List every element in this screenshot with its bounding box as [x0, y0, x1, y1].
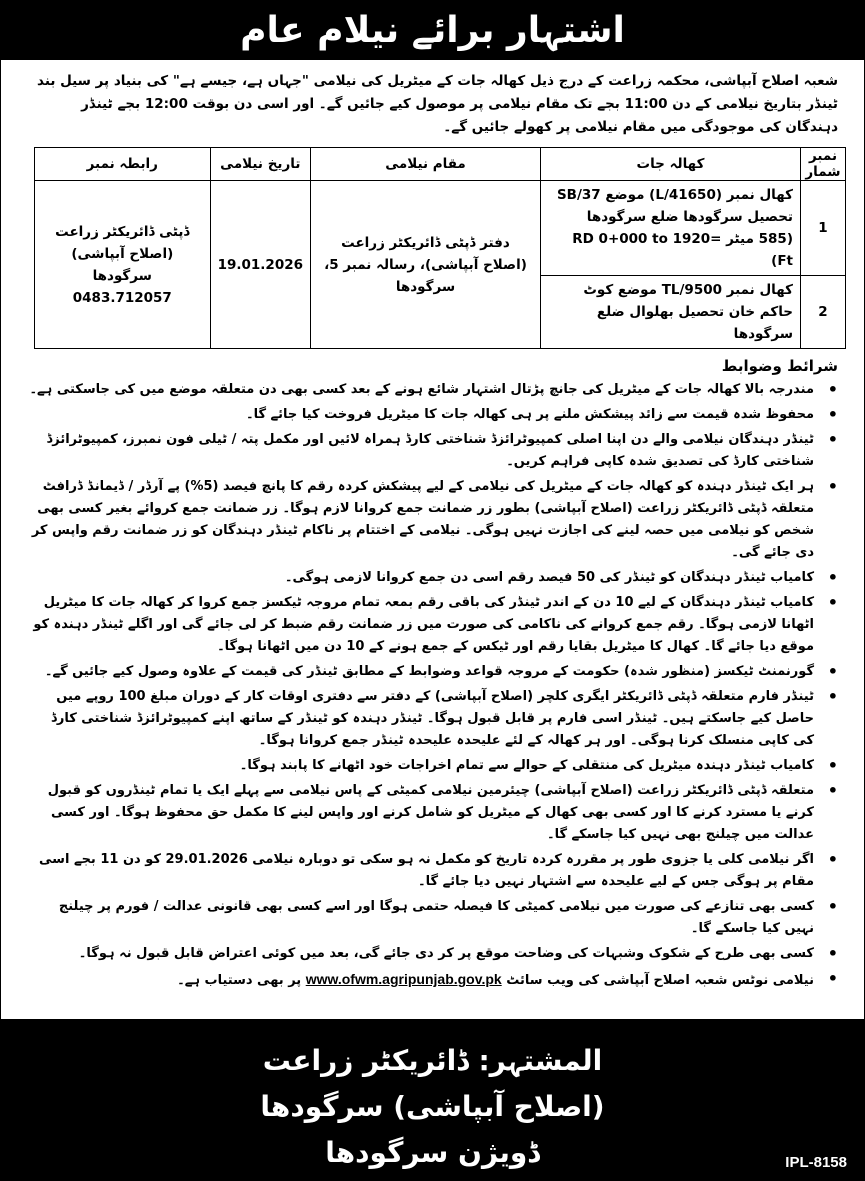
terms-list: [23, 379, 842, 995]
contact-cell: [35, 181, 211, 349]
serial-cell: 1: [801, 181, 846, 276]
term-item: • محفوظ شدہ قیمت سے زائد پیشکش ملنے پر ہی کھالہ جات کا میٹریل فروخت کیا جائے گا۔: [29, 404, 842, 426]
advertiser-line: (اصلاح آبپاشی) سرگودھا: [260, 1090, 605, 1123]
term-item: • ٹینڈر دہندگان نیلامی والے دن اپنا اصلی کمپیوٹرائزڈ شناختی کارڈ ہمراہ لائیں اور مکمل پتہ / ٹیلی فون نمبرز، کمپیوٹرائزڈ شناختی کارڈ کی تصدیق شدہ کاپی فراہم کریں۔: [29, 429, 842, 473]
term-item: • گورنمنٹ ٹیکسز (منظور شدہ) حکومت کے مروجہ قواعد وضوابط کے مطابق ٹینڈر کی قیمت کے علاوہ وصول کیے جائیں گے۔: [29, 661, 842, 683]
advertiser-footer: [0, 1020, 865, 1181]
watercourse-cell: کھال نمبر (L/41650) موضع SB/37 تحصیل سرگودھا ضلع سرگودھا (585 میٹر =RD 0+000 to 1920 Ft): [541, 181, 801, 276]
term-item: • کامیاب ٹینڈر دہندہ میٹریل کی منتقلی کے حوالے سے تمام اخراجات خود اٹھانے کا پابند ہوگا۔: [29, 755, 842, 777]
place-cell: دفتر ڈپٹی ڈائریکٹر زراعت (اصلاح آبپاشی)، رسالہ نمبر 5، سرگودھا: [311, 181, 541, 349]
term-text: نیلامی نوٹس شعبہ اصلاح آبپاشی کی ویب سائٹ: [506, 973, 814, 988]
terms-heading: شرائط وضوابط: [721, 357, 838, 375]
term-item: • کسی بھی طرح کے شکوک وشبہات کی وضاحت موقع پر کر دی جائے گی، بعد میں کوئی اعتراض قابل قبول نہ ہوگا۔: [29, 943, 842, 965]
term-item: [29, 968, 842, 992]
contact-phone: 0483.712057: [72, 289, 172, 306]
website-link[interactable]: www.ofwm.agripunjab.gov.pk: [305, 971, 502, 987]
ad-title: اشتہار برائے نیلام عام: [240, 9, 625, 51]
term-item: • کامیاب ٹینڈر دہندگان کے لیے 10 دن کے اندر ٹینڈر کی باقی رقم بمعہ تمام مروجہ ٹیکسز جمع کروا کر کھالہ جات کا میٹریل اٹھانا لازمی ہوگا۔ رقم جمع کروانے کی ناکامی کی صورت میں زر ضمانت رقم ضبط کر لی جائے گی اور اگلے ٹینڈر دہندہ کو موقع دیا جائے گا۔ کھال کا میٹریل بقایا رقم اور ٹیکس کے جمع ہونے کے 10 دن میں اٹھانا ہوگا۔: [29, 592, 842, 658]
intro-paragraph: شعبہ اصلاح آبپاشی، محکمہ زراعت کے درج ذیل کھالہ جات کے میٹریل کی نیلامی "جہاں ہے، جیسے ہے" کی بنیاد پر سیل بند ٹینڈر بتاریخ نیلامی کے دن 11:00 بجے تک مقام نیلامی پر موصول کیے جائیں گے۔ اور اسی دن بوقت 12:00 بجے ٹینڈر دہندگان کی موجودگی میں مقام نیلامی پر کھولے جائیں گے۔: [37, 73, 838, 135]
auction-table: [34, 147, 846, 349]
term-item: • متعلقہ ڈپٹی ڈائریکٹر زراعت (اصلاح آبپاشی) چیئرمین نیلامی کمیٹی کے پاس نیلامی سے پہلے ایک یا تمام ٹینڈروں کو قبول کرنے یا مسترد کرنے کا اور کسی بھی کھال کے میٹریل کو شامل کرنے اور واپس لینے کا مکمل حق محفوظ ہوگا۔ اور کسی عدالت میں چیلنج بھی نہیں کیا جاسکے گا۔: [29, 780, 842, 846]
ad-body: [0, 60, 865, 1020]
col-place: مقام نیلامی: [311, 148, 541, 181]
date-cell: 19.01.2026: [210, 181, 310, 349]
ad-code: IPL-8158: [785, 1154, 847, 1171]
serial-cell: 2: [801, 276, 846, 349]
term-item: • ٹینڈر فارم متعلقہ ڈپٹی ڈائریکٹر ایگری کلچر (اصلاح آبپاشی) کے دفتر سے دفتری اوقات کار کے دوران مبلغ 100 روپے میں حاصل کیے جاسکتے ہیں۔ ٹینڈر اسی فارم پر قابل قبول ہوگا۔ ٹینڈر دہندہ کو ٹینڈر کے ساتھ اپنے کمپیوٹرائزڈ شناختی کارڈ کی کاپی منسلک کرنا ہوگی۔ اور ہر کھالہ کے لئے علیحدہ علیحدہ ٹینڈر جمع کروانا ہوگا۔: [29, 686, 842, 752]
table-header-row: [35, 148, 846, 181]
advertiser-line: المشتہر: ڈائریکٹر زراعت: [262, 1044, 603, 1077]
term-text: پر بھی دستیاب ہے۔: [177, 973, 302, 988]
contact-name: ڈپٹی ڈائریکٹر زراعت (اصلاح آبپاشی) سرگودھا: [55, 223, 190, 284]
term-item: • اگر نیلامی کلی یا جزوی طور پر مقررہ کردہ تاریخ کو مکمل نہ ہو سکی تو دوبارہ نیلامی 29.01.2026 کو دن 11 بجے اسی مقام پر ہوگی جس کے لیے علیحدہ سے اشتہار نہیں دیا جائے گا۔: [29, 849, 842, 893]
table-row: [35, 181, 846, 276]
col-contact: رابطہ نمبر: [35, 148, 211, 181]
watercourse-cell: کھال نمبر TL/9500 موضع کوٹ حاکم خان تحصیل بھلوال ضلع سرگودھا: [541, 276, 801, 349]
term-item: • مندرجہ بالا کھالہ جات کے میٹریل کی جانچ پڑتال اشتہار شائع ہونے کے بعد کسی بھی دن متعلقہ موضع میں کی جاسکتی ہے۔: [29, 379, 842, 401]
col-date: تاریخ نیلامی: [210, 148, 310, 181]
col-serial: نمبر شمار: [801, 148, 846, 181]
term-item: • کامیاب ٹینڈر دہندگان کو ٹینڈر کی 50 فیصد رقم اسی دن جمع کروانا لازمی ہوگی۔: [29, 567, 842, 589]
ad-header: [0, 0, 865, 60]
col-watercourses: کھالہ جات: [541, 148, 801, 181]
term-item: • ہر ایک ٹینڈر دہندہ کو کھالہ جات کے میٹریل کی نیلامی کے لیے پیشکش کردہ رقم کا پانچ فیصد (5%) پے آرڈر / ڈیمانڈ ڈرافٹ متعلقہ ڈپٹی ڈائریکٹر زراعت (اصلاح آبپاشی) بطور زر ضمانت جمع کروانا لازم ہوگا۔ زر ضمانت جمع کروائے بغیر کسی بھی شخص کو نیلامی میں حصہ لینے کی اجازت نہیں ہوگی۔ نیلامی کے اختتام پر ناکام ٹینڈر دہندگان کو زر ضمانت رقم واپس کر دی جائے گی۔: [29, 476, 842, 564]
advertiser-line: ڈویژن سرگودھا: [325, 1136, 540, 1169]
term-item: • کسی بھی تنازعے کی صورت میں نیلامی کمیٹی کا فیصلہ حتمی ہوگا اور اسے کسی بھی قانونی عدالت / فورم پر چیلنج نہیں کیا جاسکے گا۔: [29, 896, 842, 940]
